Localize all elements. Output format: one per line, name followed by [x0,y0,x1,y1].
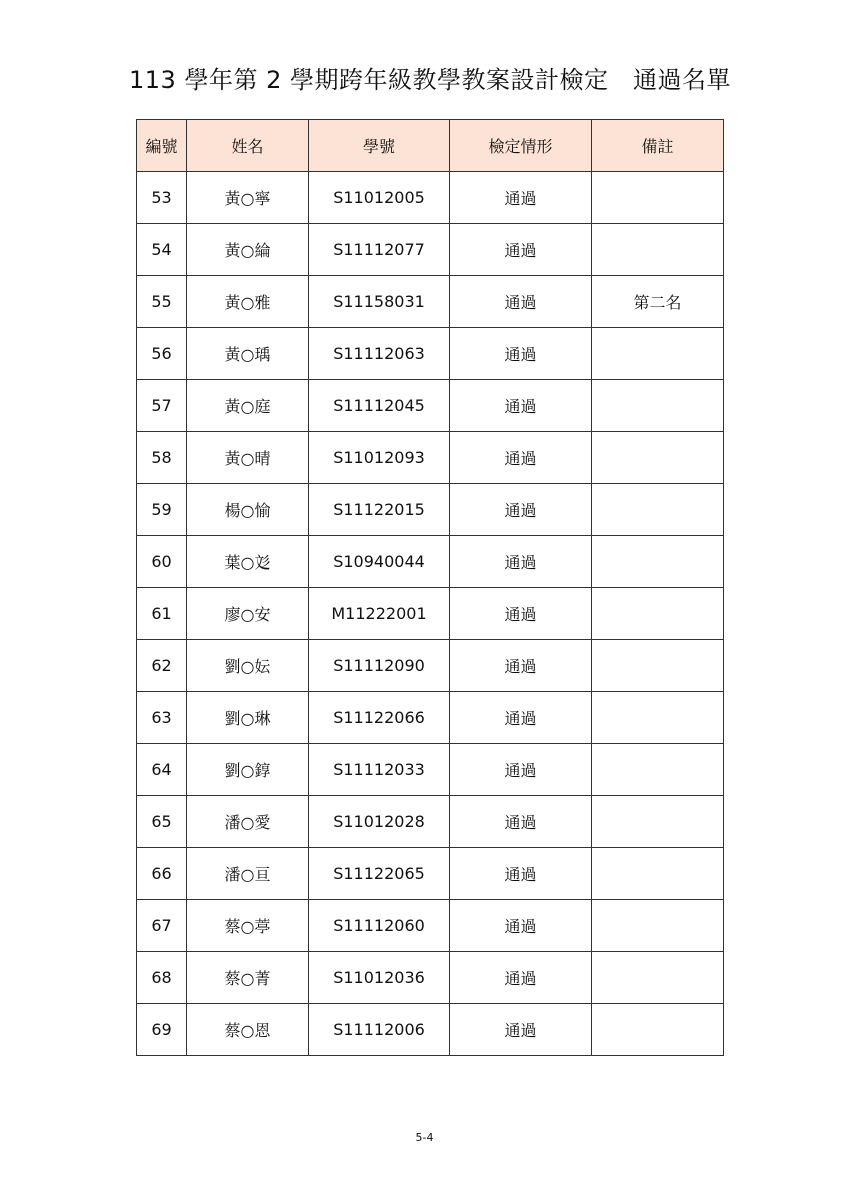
cell-note [592,328,724,380]
cell-student-id: S11012005 [309,172,450,224]
table-row [137,484,724,536]
cell-name: 潘○亘 [187,848,309,900]
table-header [137,120,724,172]
cell-note [592,380,724,432]
table-row [137,640,724,692]
table-row [137,380,724,432]
cell-student-id: S10940044 [309,536,450,588]
cell-student-id: S11012093 [309,432,450,484]
header-status: 檢定情形 [450,120,592,172]
table-body [137,172,724,1056]
cell-note [592,588,724,640]
cell-name: 潘○愛 [187,796,309,848]
cell-student-id: S11112063 [309,328,450,380]
cell-no: 60 [137,536,187,588]
cell-status: 通過 [450,588,592,640]
cell-no: 67 [137,900,187,952]
cell-student-id: S11122066 [309,692,450,744]
cell-status: 通過 [450,276,592,328]
cell-no: 55 [137,276,187,328]
cell-no: 62 [137,640,187,692]
cell-note [592,224,724,276]
cell-name: 黃○庭 [187,380,309,432]
cell-note [592,640,724,692]
cell-note [592,744,724,796]
cell-student-id: S11122015 [309,484,450,536]
cell-no: 57 [137,380,187,432]
cell-student-id: M11222001 [309,588,450,640]
cell-no: 69 [137,1004,187,1056]
cell-student-id: S11012028 [309,796,450,848]
cell-no: 53 [137,172,187,224]
cell-name: 黃○瑀 [187,328,309,380]
cell-note [592,432,724,484]
header-note: 備註 [592,120,724,172]
header-student-id: 學號 [309,120,450,172]
cell-status: 通過 [450,796,592,848]
table-row [137,952,724,1004]
cell-status: 通過 [450,744,592,796]
table-row [137,328,724,380]
cell-student-id: S11112060 [309,900,450,952]
header-name: 姓名 [187,120,309,172]
cell-name: 劉○錞 [187,744,309,796]
cell-no: 65 [137,796,187,848]
cell-status: 通過 [450,536,592,588]
cell-name: 廖○安 [187,588,309,640]
cell-note [592,952,724,1004]
page-title: 113 學年第 2 學期跨年級教學教案設計檢定 通過名單 [129,66,731,94]
cell-name: 葉○彣 [187,536,309,588]
cell-status: 通過 [450,1004,592,1056]
table-row [137,900,724,952]
cell-name: 黃○晴 [187,432,309,484]
cell-status: 通過 [450,432,592,484]
cell-status: 通過 [450,692,592,744]
table-row [137,744,724,796]
cell-name: 黃○寧 [187,172,309,224]
cell-no: 64 [137,744,187,796]
cell-note [592,172,724,224]
cell-note: 第二名 [592,276,724,328]
cell-status: 通過 [450,484,592,536]
table-row [137,276,724,328]
cell-no: 54 [137,224,187,276]
cell-no: 68 [137,952,187,1004]
header-no: 編號 [137,120,187,172]
cell-name: 楊○愉 [187,484,309,536]
cell-status: 通過 [450,380,592,432]
cell-note [592,848,724,900]
cell-note [592,900,724,952]
cell-no: 61 [137,588,187,640]
cell-status: 通過 [450,900,592,952]
cell-name: 蔡○恩 [187,1004,309,1056]
cell-student-id: S11112006 [309,1004,450,1056]
table-row [137,588,724,640]
cell-no: 66 [137,848,187,900]
cell-student-id: S11122065 [309,848,450,900]
header-row [137,120,724,172]
cell-note [592,536,724,588]
cell-student-id: S11012036 [309,952,450,1004]
cell-status: 通過 [450,328,592,380]
cell-status: 通過 [450,224,592,276]
cell-student-id: S11112033 [309,744,450,796]
cell-status: 通過 [450,172,592,224]
cell-note [592,484,724,536]
cell-note [592,796,724,848]
cell-student-id: S11158031 [309,276,450,328]
cell-student-id: S11112090 [309,640,450,692]
cell-name: 蔡○葶 [187,900,309,952]
cell-name: 蔡○菁 [187,952,309,1004]
table-row [137,172,724,224]
cell-no: 59 [137,484,187,536]
table-row [137,796,724,848]
cell-status: 通過 [450,848,592,900]
cell-no: 58 [137,432,187,484]
table-row [137,692,724,744]
cell-name: 劉○妘 [187,640,309,692]
cell-name: 黃○雅 [187,276,309,328]
cell-name: 黃○綸 [187,224,309,276]
table-row [137,536,724,588]
cell-note [592,1004,724,1056]
cell-name: 劉○琳 [187,692,309,744]
page-number: 5-4 [415,1131,434,1144]
cell-status: 通過 [450,952,592,1004]
table-row [137,224,724,276]
table-row [137,432,724,484]
cell-status: 通過 [450,640,592,692]
cell-student-id: S11112045 [309,380,450,432]
cell-note [592,692,724,744]
table-row [137,1004,724,1056]
pass-list-table [136,119,724,1056]
cell-no: 63 [137,692,187,744]
cell-student-id: S11112077 [309,224,450,276]
table-row [137,848,724,900]
cell-no: 56 [137,328,187,380]
